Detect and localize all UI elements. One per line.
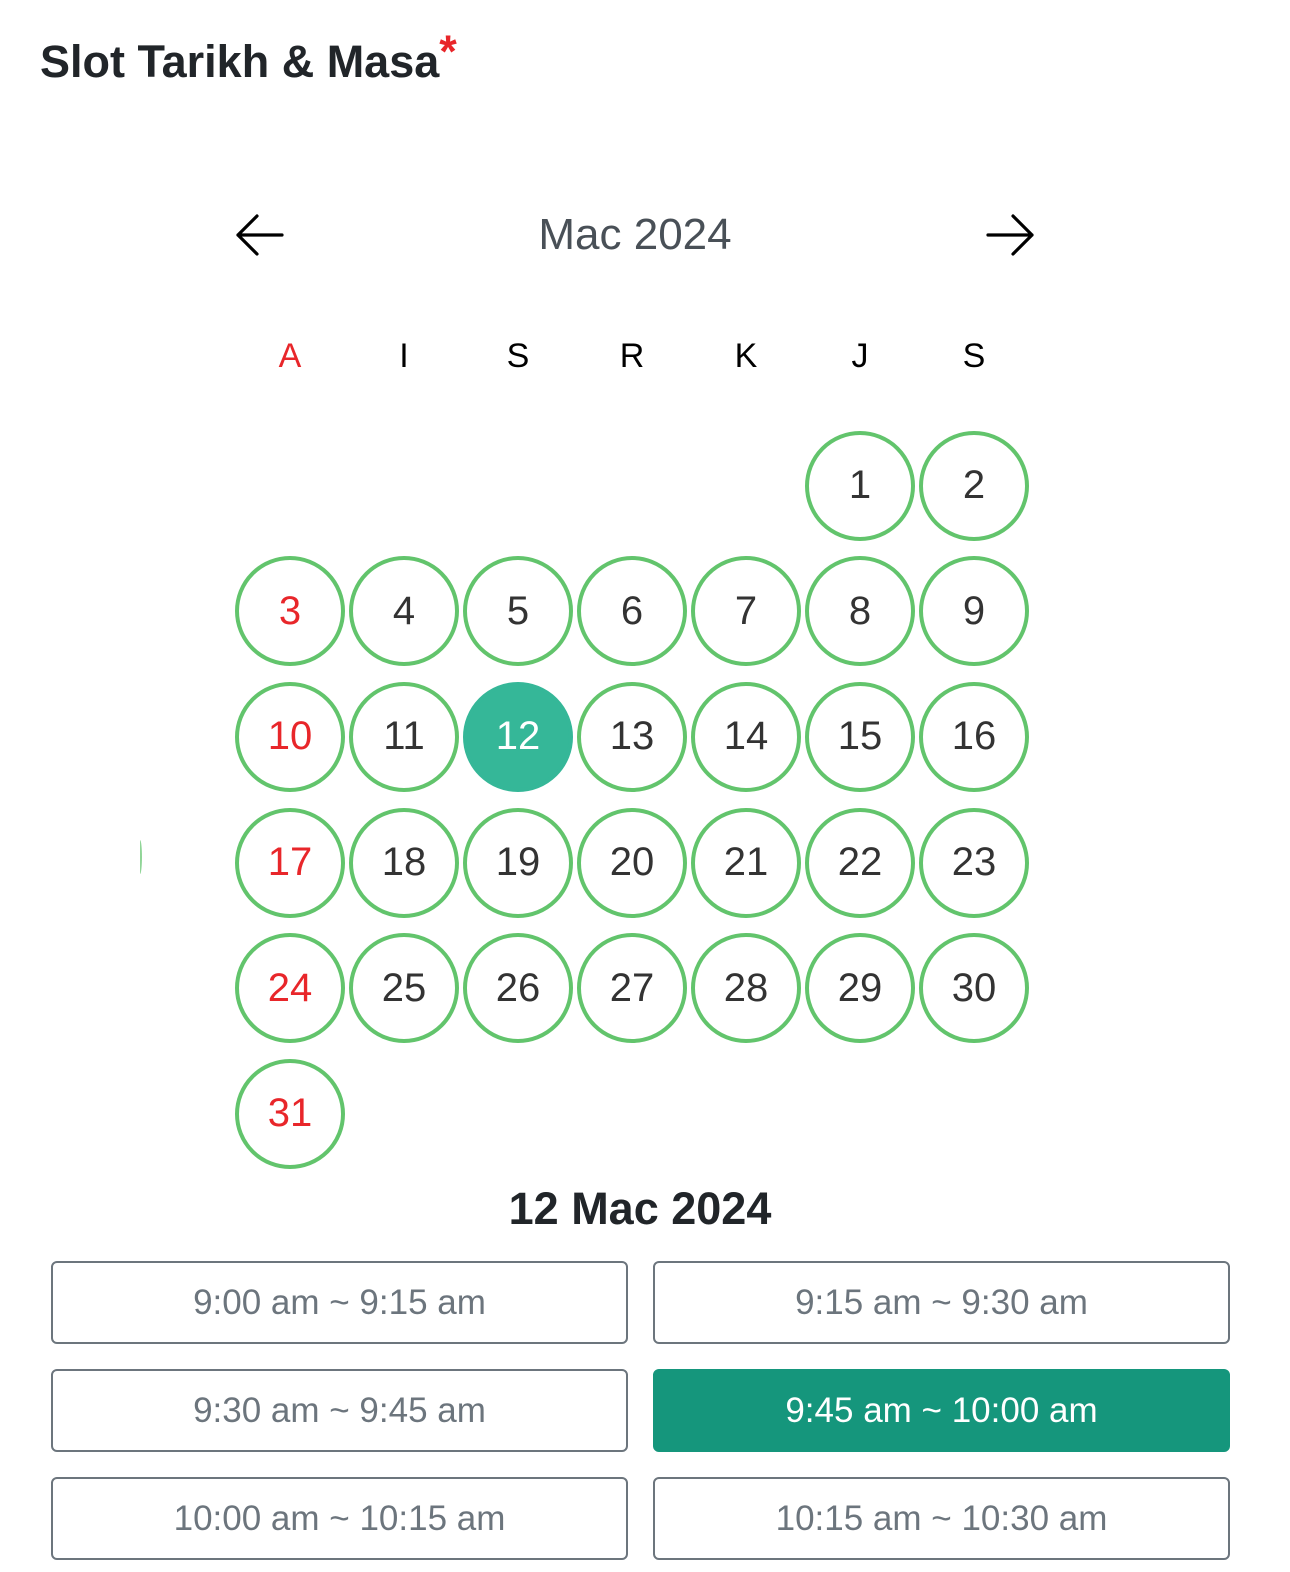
- day-cell: [461, 674, 575, 800]
- day-cell: [803, 423, 917, 549]
- empty-day-cell: [461, 423, 575, 549]
- day-button[interactable]: 30: [919, 933, 1029, 1043]
- calendar-days-grid: [233, 423, 1033, 1177]
- day-cell: [233, 549, 347, 675]
- day-cell: [575, 800, 689, 926]
- day-cell: [461, 925, 575, 1051]
- time-slot-button[interactable]: 10:15 am ~ 10:30 am: [653, 1477, 1230, 1560]
- weekday-label: K: [734, 337, 758, 375]
- day-cell: [461, 549, 575, 675]
- day-cell: [917, 800, 1031, 926]
- day-cell: [575, 925, 689, 1051]
- empty-day-cell: [233, 423, 347, 549]
- day-cell: [233, 1051, 347, 1177]
- day-button[interactable]: 27: [577, 933, 687, 1043]
- day-button[interactable]: 2: [919, 431, 1029, 541]
- day-cell: [689, 800, 803, 926]
- day-cell: [233, 800, 347, 926]
- required-mark: *: [439, 26, 457, 77]
- day-button[interactable]: 1: [805, 431, 915, 541]
- day-button[interactable]: 24: [235, 933, 345, 1043]
- day-cell: [689, 925, 803, 1051]
- day-button[interactable]: 5: [463, 556, 573, 666]
- day-button[interactable]: 23: [919, 808, 1029, 918]
- day-button[interactable]: 19: [463, 808, 573, 918]
- empty-day-cell: [347, 423, 461, 549]
- time-slot-button[interactable]: 9:00 am ~ 9:15 am: [51, 1261, 628, 1344]
- day-cell: [347, 549, 461, 675]
- time-slot-button[interactable]: 9:15 am ~ 9:30 am: [653, 1261, 1230, 1344]
- day-button[interactable]: 4: [349, 556, 459, 666]
- time-slot-list: [51, 1261, 1230, 1560]
- side-mark: [138, 840, 142, 874]
- day-button[interactable]: 26: [463, 933, 573, 1043]
- day-cell: [233, 925, 347, 1051]
- weekday-label: J: [851, 337, 869, 375]
- time-slot-button-selected[interactable]: 9:45 am ~ 10:00 am: [653, 1369, 1230, 1452]
- section-title: [40, 26, 457, 88]
- month-title: Mac 2024: [538, 210, 732, 259]
- day-cell: [803, 925, 917, 1051]
- day-cell: [803, 674, 917, 800]
- day-button[interactable]: 8: [805, 556, 915, 666]
- section-title-text: Slot Tarikh & Masa: [40, 36, 440, 87]
- weekday-label: A: [278, 337, 302, 375]
- calendar-header: [225, 195, 1045, 275]
- day-button[interactable]: 14: [691, 682, 801, 792]
- day-button[interactable]: 13: [577, 682, 687, 792]
- day-cell: [461, 800, 575, 926]
- empty-day-cell: [575, 423, 689, 549]
- next-month-button[interactable]: [979, 203, 1043, 267]
- day-cell: [917, 674, 1031, 800]
- selected-date-label: 12 Mac 2024: [508, 1183, 772, 1234]
- day-cell: [347, 674, 461, 800]
- day-button[interactable]: 9: [919, 556, 1029, 666]
- weekday-label: S: [506, 337, 530, 375]
- day-cell: [689, 674, 803, 800]
- day-cell: [689, 549, 803, 675]
- day-button[interactable]: 11: [349, 682, 459, 792]
- time-slot-button[interactable]: 9:30 am ~ 9:45 am: [51, 1369, 628, 1452]
- day-cell: [575, 549, 689, 675]
- weekday-header: [233, 334, 1033, 378]
- day-cell: [917, 925, 1031, 1051]
- day-cell: [917, 549, 1031, 675]
- day-button[interactable]: 16: [919, 682, 1029, 792]
- day-cell: [575, 674, 689, 800]
- weekday-label: I: [399, 337, 409, 375]
- day-button[interactable]: 3: [235, 556, 345, 666]
- weekday-label: S: [962, 337, 986, 375]
- day-cell: [233, 674, 347, 800]
- day-button[interactable]: 21: [691, 808, 801, 918]
- day-cell: [803, 800, 917, 926]
- day-button[interactable]: 20: [577, 808, 687, 918]
- day-cell: [803, 549, 917, 675]
- day-button-selected[interactable]: 12: [463, 682, 573, 792]
- day-button[interactable]: 29: [805, 933, 915, 1043]
- weekday-label: R: [619, 337, 645, 375]
- day-button[interactable]: 25: [349, 933, 459, 1043]
- day-button[interactable]: 22: [805, 808, 915, 918]
- time-slot-button[interactable]: 10:00 am ~ 10:15 am: [51, 1477, 628, 1560]
- day-button[interactable]: 15: [805, 682, 915, 792]
- day-button[interactable]: 18: [349, 808, 459, 918]
- day-button[interactable]: 6: [577, 556, 687, 666]
- day-cell: [917, 423, 1031, 549]
- day-button[interactable]: 17: [235, 808, 345, 918]
- day-button[interactable]: 7: [691, 556, 801, 666]
- empty-day-cell: [689, 423, 803, 549]
- day-button[interactable]: 28: [691, 933, 801, 1043]
- arrow-right-icon: [982, 206, 1040, 264]
- day-button[interactable]: 10: [235, 682, 345, 792]
- day-cell: [347, 800, 461, 926]
- day-button[interactable]: 31: [235, 1059, 345, 1169]
- day-cell: [347, 925, 461, 1051]
